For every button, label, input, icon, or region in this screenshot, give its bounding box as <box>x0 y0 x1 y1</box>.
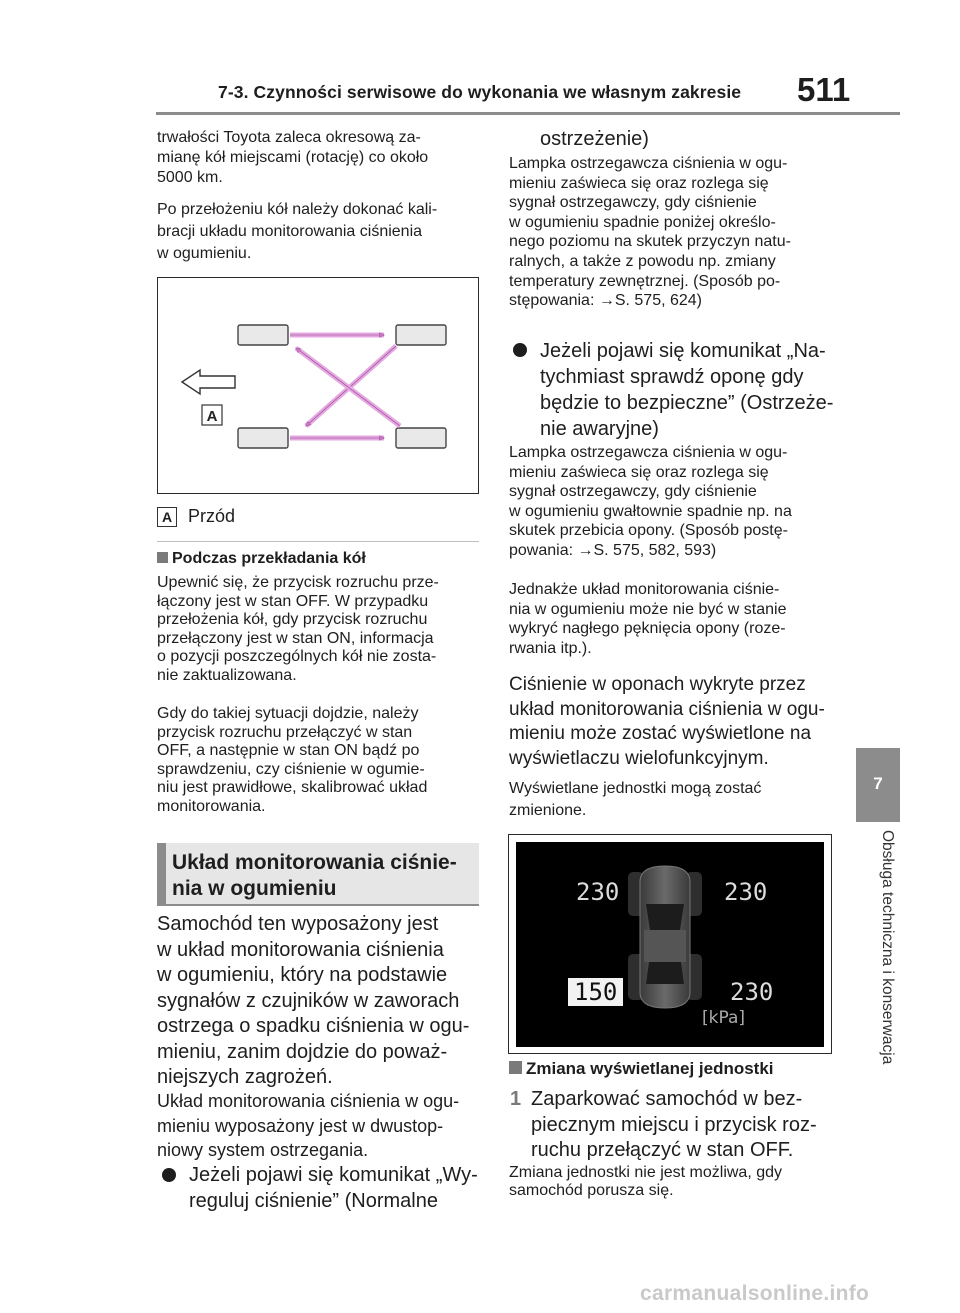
paragraph-rotation-1: Upewnić się, że przycisk rozruchu prze- łączony jest w stan OFF. W przypadku przełożenia kół, gdy przycisk rozruchu przełączony jest w stan ON, informacja o pozycji poszczególnych kół nie zosta- nie zaktualizowana. <box>157 574 439 684</box>
chapter-tab-label: Obsługa techniczna i konserwacja <box>879 830 896 1065</box>
bullet-icon <box>513 343 527 357</box>
chapter-tab-number: 7 <box>873 774 883 793</box>
section-heading-bar <box>157 843 166 906</box>
paragraph-units: Wyświetlane jednostki mogą zostać zmienione. <box>509 780 762 819</box>
paragraph-tpms-intro: Samochód ten wyposażony jest w układ monitorowania ciśnienia w ogumieniu, który na podstawie sygnałów z czujników w zaworach ostrzega o spadku ciśnienia w ogu- mieniu, zanim dojdzie do poważ- niejszych zagrożeń. <box>157 913 470 1088</box>
step-number: 1 <box>510 1088 522 1110</box>
tire-rotation-diagram <box>158 278 478 493</box>
square-bullet-icon <box>509 1061 522 1074</box>
figure-caption <box>157 505 235 527</box>
note-unit-change: Zmiana jednostki nie jest możliwa, gdy samochód porusza się. <box>509 1164 783 1199</box>
tire-pressure-display-figure <box>508 834 832 1054</box>
paragraph-display-info: Ciśnienie w oponach wykryte przez układ monitorowania ciśnienia w ogu- mieniu może zostać wyświetlone na wyświetlaczu wielofunkcyjnym. <box>509 674 825 769</box>
front-direction-arrow-icon <box>182 370 235 394</box>
multi-information-display <box>516 842 824 1047</box>
page-number: 511 <box>797 71 851 108</box>
watermark: carmanualsonline.info <box>640 1282 870 1305</box>
subheading-rotation: Podczas przekładania kół <box>157 550 366 568</box>
paragraph-rotation-2: Gdy do takiej sytuacji dojdzie, należy przycisk rozruchu przełączyć w stan OFF, a następnie w stan ON bądź po sprawdzeniu, czy ciśnienie w ogumie- niu jest prawidłowe, skalibrować układ monitorowania. <box>157 705 428 815</box>
pressure-rear-right: 230 <box>730 978 774 1006</box>
wheel-rear-right <box>396 428 446 448</box>
separator <box>157 541 479 542</box>
figure-label-a: A <box>206 408 218 425</box>
wheel-rear-left <box>238 428 288 448</box>
header-rule <box>156 112 900 115</box>
section-title: Układ monitorowania ciśnie- nia w ogumieniu <box>172 851 457 900</box>
pressure-rear-left: 150 <box>568 978 623 1006</box>
bullet-warning-normal-continued: ostrzeżenie) <box>540 128 649 150</box>
intro-paragraph-2: Po przełożeniu kół należy dokonać kali- bracji układu monitorowania ciśnienia w ogumieniu. <box>157 201 438 262</box>
wheel-front-right <box>396 325 446 345</box>
intro-paragraph-1: trwałości Toyota zaleca okresową za- mianę kół miejscami (rotację) co około 5000 km. <box>157 129 429 186</box>
paragraph-normal-warning: Lampka ostrzegawcza ciśnienia w ogu- mieniu zaświeca się oraz rozlega się sygnał ostrzegawczy, gdy ciśnienie w ogumieniu spadnie poniżej określo- nego poziomu na skutek przyczyn natu- ralnych, a także z powodu np. zmiany temperatury zewnętrznej. (Sposób po- stępowania: →S. 575, 624) <box>509 155 791 310</box>
caption-text: Przód <box>188 506 236 526</box>
pressure-unit: [kPa] <box>702 1008 746 1028</box>
car-top-view-icon <box>516 842 824 1047</box>
pressure-front-left: 230 <box>576 878 620 906</box>
bullet-warning-emergency: Jeżeli pojawi się komunikat „Na- tychmiast sprawdź oponę gdy będzie to bezpieczne” (Ostrzeże- nie awaryjne) <box>509 338 839 442</box>
bullet-icon <box>162 1168 176 1182</box>
square-bullet-icon <box>157 552 168 563</box>
paragraph-emergency-warning: Lampka ostrzegawcza ciśnienia w ogu- mieniu zaświeca się oraz rozlega się sygnał ostrzegawczy, gdy ciśnienie w ogumieniu gwałtownie spadnie np. na skutek przebicia opony. (Sposób postę- powania: →S. 575, 582, 593) <box>509 444 792 559</box>
paragraph-tpms-levels: Układ monitorowania ciśnienia w ogu- mieniu wyposażony jest w dwustop- niowy system ostrzegania. <box>157 1091 460 1160</box>
paragraph-limitation: Jednakże układ monitorowania ciśnie- nia w ogumieniu może nie być w stanie wykryć nagłego pęknięcia opony (roze- rwania itp.). <box>509 581 787 657</box>
step-1: 1 Zaparkować samochód w bez- piecznym miejscu i przycisk roz- ruchu przełączyć w stan OFF. <box>510 1088 817 1161</box>
wheel-front-left <box>238 325 288 345</box>
running-header-title: 7-3. Czynności serwisowe do wykonania we własnym zakresie <box>218 82 742 102</box>
subheading-change-unit: Zmiana wyświetlanej jednostki <box>509 1059 774 1079</box>
pressure-front-right: 230 <box>724 878 768 906</box>
caption-label-a: A <box>157 507 177 527</box>
bullet-warning-normal: Jeżeli pojawi się komunikat „Wy- reguluj ciśnienie” (Normalne <box>157 1163 487 1214</box>
tire-rotation-figure <box>157 277 479 494</box>
